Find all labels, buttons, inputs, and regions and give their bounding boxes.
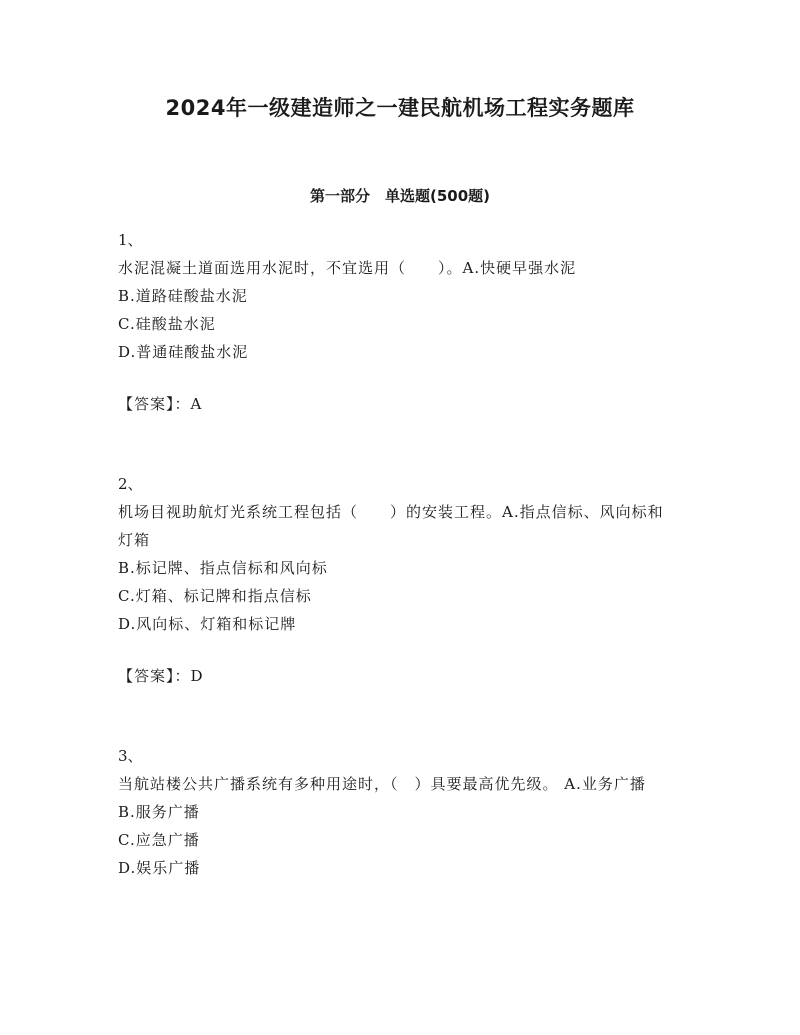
document-title: 2024年一级建造师之一建民航机场工程实务题库 [165,96,635,120]
question-number: 3、 [118,747,143,765]
option-b: B.标记牌、指点信标和风向标 [118,559,328,577]
question-number: 1、 [118,231,143,249]
answer-label: 【答案】：D [118,667,204,685]
question-list [118,226,678,882]
question-3 [118,742,678,882]
question-number: 2、 [118,475,143,493]
question-1 [118,226,678,418]
option-b: B.道路硅酸盐水泥 [118,287,248,305]
question-stem: 机场目视助航灯光系统工程包括（ ）的安装工程。A.指点信标、风向标和灯箱 [118,503,664,549]
question-stem: 当航站楼公共广播系统有多种用途时，（ ）具要最高优先级。 A.业务广播 [118,775,646,793]
question-2 [118,470,678,690]
option-d: D.娱乐广播 [118,859,201,877]
section-title: 第一部分 单选题(500题) [309,187,491,205]
answer-label: 【答案】：A [118,395,203,413]
option-c: C.应急广播 [118,831,200,849]
option-b: B.服务广播 [118,803,200,821]
option-d: D.普通硅酸盐水泥 [118,343,249,361]
option-d: D.风向标、灯箱和标记牌 [118,615,297,633]
question-stem: 水泥混凝土道面选用水泥时，不宜选用（ ）。A.快硬早强水泥 [118,259,577,277]
option-c: C.硅酸盐水泥 [118,315,216,333]
option-c: C.灯箱、标记牌和指点信标 [118,587,312,605]
